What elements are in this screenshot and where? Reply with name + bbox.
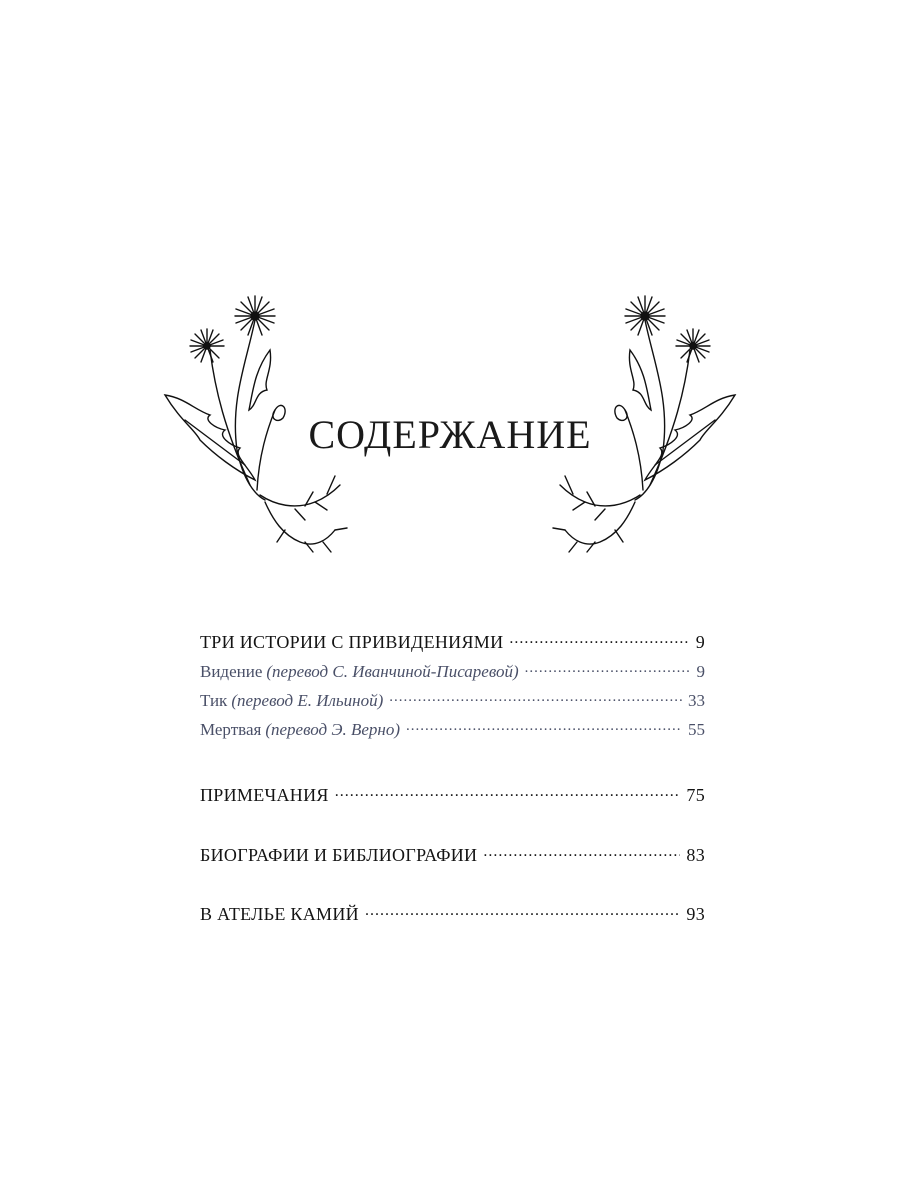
toc-page-number: 83 bbox=[686, 845, 705, 865]
toc-leader-dots bbox=[365, 902, 680, 920]
toc-item-translator: (перевод С. Иванчиной-Писаревой) bbox=[266, 662, 519, 681]
toc-item-title: Мертвая bbox=[200, 720, 262, 739]
toc-page-number: 55 bbox=[688, 720, 705, 739]
toc-page-number: 33 bbox=[688, 691, 705, 710]
toc-page-number: 9 bbox=[695, 632, 705, 652]
toc-leader-dots bbox=[483, 843, 680, 861]
toc-section-biographies[interactable] bbox=[200, 843, 705, 866]
table-of-contents bbox=[200, 630, 705, 925]
toc-item-translator: (перевод Э. Верно) bbox=[265, 720, 401, 739]
toc-section-title: В АТЕЛЬЕ КАМИЙ bbox=[200, 904, 359, 924]
toc-section-atelier[interactable] bbox=[200, 902, 705, 925]
dandelion-head bbox=[235, 296, 275, 335]
page-title: СОДЕРЖАНИЕ bbox=[308, 411, 592, 457]
toc-leader-dots bbox=[525, 660, 691, 677]
toc-section-notes[interactable] bbox=[200, 783, 705, 806]
toc-section-title: ТРИ ИСТОРИИ С ПРИВИДЕНИЯМИ bbox=[200, 632, 504, 652]
dandelion-head bbox=[625, 296, 665, 335]
toc-item-title: Видение bbox=[200, 662, 263, 681]
toc-item-tick[interactable] bbox=[200, 689, 705, 711]
dandelion-head bbox=[676, 329, 710, 362]
toc-page-number: 75 bbox=[686, 785, 705, 805]
toc-page-number: 93 bbox=[686, 904, 705, 924]
toc-leader-dots bbox=[509, 630, 689, 648]
toc-section-title: БИОГРАФИИ И БИБЛИОГРАФИИ bbox=[200, 845, 478, 865]
toc-item-vision[interactable] bbox=[200, 660, 705, 682]
toc-item-translator: (перевод Е. Ильиной) bbox=[231, 691, 384, 710]
toc-page-number: 9 bbox=[696, 662, 705, 681]
toc-leader-dots bbox=[406, 718, 682, 735]
toc-item-title: Тик bbox=[200, 691, 228, 710]
toc-leader-dots bbox=[389, 689, 682, 706]
toc-section-ghost-stories[interactable] bbox=[200, 630, 705, 653]
dandelion-head bbox=[190, 329, 224, 362]
toc-item-dead[interactable] bbox=[200, 718, 705, 740]
toc-leader-dots bbox=[335, 783, 681, 801]
toc-section-title: ПРИМЕЧАНИЯ bbox=[200, 785, 329, 805]
